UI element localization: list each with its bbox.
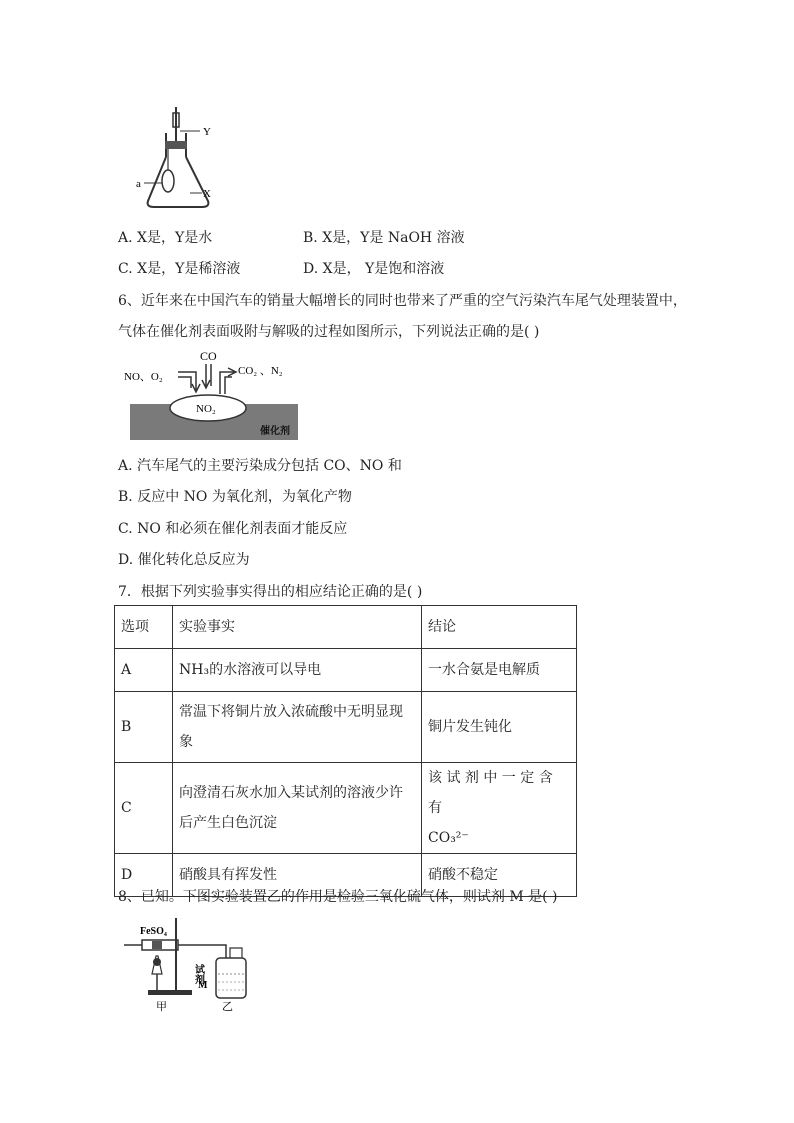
row-option: D <box>115 854 173 897</box>
label-Y: Y <box>203 126 211 138</box>
row-option: A <box>115 649 173 692</box>
q6-stem-line2: 气体在催化剂表面吸附与解吸的过程如图所示，下列说法正确的是( ) <box>118 324 540 340</box>
apparatus-figure <box>118 914 258 1014</box>
label-reagent: 试剂 <box>192 964 204 984</box>
row-fact-line1: 向澄清石灰水加入某试剂的溶液少许 <box>179 785 403 801</box>
q6-stem-line1: 6、近年来在中国汽车的销量大幅增长的同时也带来了严重的空气污染汽车尾气处理装置中， <box>118 293 687 309</box>
table-row <box>115 763 577 854</box>
row-conclusion: 硝酸不稳定 <box>422 854 577 897</box>
header-option: 选项 <box>115 606 173 649</box>
flask-figure <box>130 105 230 215</box>
q5-option-b: B. X是，Y是 NaOH 溶液 <box>303 230 465 246</box>
row-conclusion: 铜片发生钝化 <box>422 692 577 763</box>
row-fact-line1: 常温下将铜片放入浓硫酸中无明显现 <box>179 704 403 720</box>
row-fact <box>173 692 422 763</box>
q5-option-a: A. X是，Y是水 <box>118 230 213 246</box>
catalyst-figure <box>120 346 310 444</box>
q5-option-d: D. X是， Y是饱和溶液 <box>303 261 445 277</box>
row-conclusion <box>422 763 577 854</box>
header-fact: 实验事实 <box>173 606 422 649</box>
header-conclusion: 结论 <box>422 606 577 649</box>
q6-option-a: A. 汽车尾气的主要污染成分包括 CO、NO 和 <box>118 458 402 474</box>
row-option: C <box>115 763 173 854</box>
label-jia: 甲 <box>156 1001 167 1013</box>
experiment-table <box>114 605 577 897</box>
row-conclusion-line1: 该 试 剂 中 一 定 含 有 <box>428 770 553 816</box>
row-fact: NH₃的水溶液可以导电 <box>173 649 422 692</box>
label-no2: NO₂ <box>196 403 216 415</box>
row-option: B <box>115 692 173 763</box>
row-fact-line2: 后产生白色沉淀 <box>179 815 277 831</box>
q6-option-d: D. 催化转化总反应为 <box>118 552 250 568</box>
q5-option-c: C. X是，Y是稀溶液 <box>118 261 241 277</box>
row-conclusion: 一水合氨是电解质 <box>422 649 577 692</box>
label-a: a <box>136 178 141 190</box>
label-catalyst: 催化剂 <box>260 426 290 437</box>
row-conclusion-line2: CO₃²⁻ <box>428 830 469 846</box>
label-co2-n2: CO₂ 、N₂ <box>238 365 283 377</box>
label-yi: 乙 <box>222 1001 233 1013</box>
table-header-row <box>115 606 577 649</box>
label-feso4: FeSO₄ <box>140 926 167 937</box>
q6-option-b: B. 反应中 NO 为氧化剂，为氧化产物 <box>118 489 352 505</box>
row-fact-line2: 象 <box>179 734 193 750</box>
label-no-o2: NO、O₂ <box>124 371 163 383</box>
row-fact <box>173 763 422 854</box>
label-m: M <box>198 980 208 991</box>
row-fact: 硝酸具有挥发性 <box>173 854 422 897</box>
q7-stem: 7．根据下列实验事实得出的相应结论正确的是( ) <box>118 584 423 600</box>
table-row <box>115 692 577 763</box>
table-row <box>115 649 577 692</box>
q6-option-c: C. NO 和必须在催化剂表面才能反应 <box>118 521 348 537</box>
label-co: CO <box>200 349 217 363</box>
q8-stem: 8、已知。下图实验装置乙的作用是检验三氧化硫气体，则试剂 M 是( ) <box>118 889 558 905</box>
label-X: X <box>203 188 211 200</box>
